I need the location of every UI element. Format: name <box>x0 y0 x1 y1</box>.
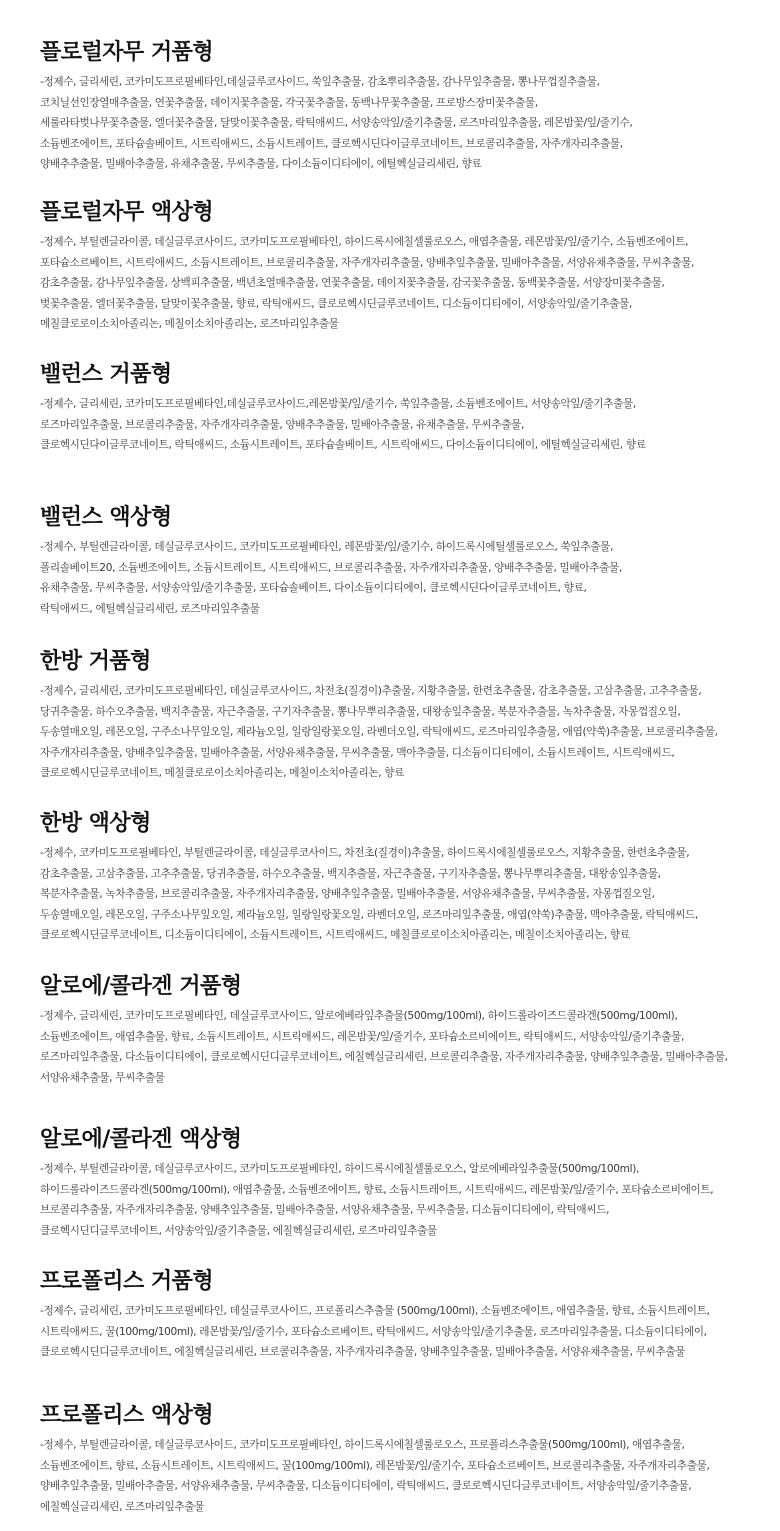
section-title: 한방 거품형 <box>40 649 151 674</box>
section-title: 알로에/콜라겐 액상형 <box>40 1127 242 1152</box>
ingredient-line: 클로로헥시딘디글루코네이트, 에칠헥실글리세린, 브로콜리추출물, 자주개자리추출물, 양배추잎추출물, 밀배아추출물, 서양유채추출물, 무씨추출물 <box>40 1346 686 1358</box>
ingredient-list <box>40 390 760 456</box>
ingredient-line: -정제수, 부틸렌글라이콜, 데실글루코사이드, 코카미도프로필베타인, 레몬밤꽃/잎/줄기수, 하이드록시에틸셀룰로오스, 쑥잎추출물, <box>40 541 613 553</box>
ingredient-line: -정제수, 글리세린, 코카미도프로필베타인, 데실글루코사이드, 프로폴리스추출물 (500mg/100ml), 소듐벤조에이트, 애엽추출물, 향료, 소듐시트레이트, <box>40 1305 710 1317</box>
section-floral-liquid <box>40 198 760 360</box>
ingredient-line: 소듐벤조에이트, 애엽추출물, 향료, 소듐시트레이트, 시트릭애씨드, 레몬밤꽃/잎/줄기수, 포타슘소르비에이트, 락틱애씨드, 서양송악잎/줄기추출물, <box>40 1030 685 1043</box>
ingredient-line: 코치닐선인장열매추출물, 연꽃추출물, 데이지꽃추출물, 각국꽃추출물, 동백나무꽃추출물, 프로방스장미꽃추출물, <box>40 96 538 109</box>
ingredient-line: 에칠헥실글리세린, 로즈마리잎추출물 <box>40 1500 205 1513</box>
section-title: 플로럴자무 액상형 <box>40 200 214 225</box>
ingredient-list <box>40 1155 760 1241</box>
ingredient-list <box>40 228 760 335</box>
ingredient-line: 로즈마리잎추출물, 다소듐이디티에이, 클로로헥시딘디글루코네이트, 에칠헥실글리세린, 브로콜리추출물, 자주개자리추출물, 양배추잎추출물, 밀배아추출물, <box>40 1051 728 1063</box>
section-title: 프로폴리스 액상형 <box>40 1403 214 1428</box>
ingredient-line: 클로헥시딘디글루코네이트, 서양송악잎/줄기추출물, 에칠헥실글리세린, 로즈마리잎추출물 <box>40 1224 437 1237</box>
ingredient-line: -정제수, 부틸렌글라이콜, 데실글루코사이드, 코카미도프로필베타인, 하이드록시에칠셀룰로오스, 애엽추출물, 레몬밤꽃/잎/줄기수, 소듐벤조에이트, <box>40 236 689 248</box>
ingredient-line: 감초추출물, 감나무잎추출물, 상백피추출물, 백년초열매추출물, 연꽃추출물, 데이지꽃추출물, 감국꽃추출물, 동백꽃추출물, 서양장미꽃추출물, <box>40 277 665 289</box>
ingredient-line: 클로로헥시딘글루코네이트, 디소듐이디티에이, 소듐시트레이트, 시트릭애씨드, 메칠클로로이소치아졸리논, 메칠이소치아졸리논, 향료 <box>40 929 630 941</box>
section-title: 플로럴자무 거품형 <box>40 40 214 65</box>
ingredient-line: 로즈마리잎추출물, 브로콜리추출물, 자주개자리추출물, 양배추추출물, 밀배아추출물, 유채추출물, 무씨추출물, <box>40 418 524 431</box>
ingredient-line: 소듐벤조에이트, 포타슘솔베이트, 시트릭애씨드, 소듐시트레이트, 클로헥시딘다이글루코네이트, 브로콜리추출물, 자주개자리추출물, <box>40 137 623 150</box>
section-propolis-foam <box>40 1267 760 1401</box>
ingredient-line: 두송열매오일, 레몬오일, 구주소나무잎오일, 제라늄오일, 일랑일랑꽃오일, 라벤더오일, 로즈마리잎추출물, 애엽(약쑥)추출물, 맥아추출물, 락틱애씨드, <box>40 908 698 921</box>
ingredient-line: -정제수, 글리세린, 코카미도프로필베타인,데실글루코사이드, 쑥잎추출물, 감초뿌리추출물, 감나무잎추출물, 뽕나무껍질추출물, <box>40 76 600 88</box>
section-balance-foam <box>40 360 760 503</box>
ingredient-list <box>40 1002 760 1088</box>
ingredient-line: 두송열매오일, 레몬오일, 구주소나무잎오일, 제라늄오일, 일랑일랑꽃오일, 라벤더오일, 락틱애씨드, 로즈마리잎추출물, 애엽(약쑥)추출물, 브로콜리추출물, <box>40 726 718 738</box>
section-title: 프로폴리스 거품형 <box>40 1269 214 1294</box>
section-balance-liquid <box>40 503 760 647</box>
ingredient-line: 브로콜리추출물, 자주개자리추출물, 양배추잎추출물, 밀배아추출물, 서양유채추출물, 무씨추출물, 디소듐이디티에이, 락틱애씨드, <box>40 1204 610 1216</box>
ingredient-line: 복분자추출물, 녹차추출물, 브로콜리추출물, 자주개자리추출물, 양배추잎추출물, 밀배아추출물, 서양유채추출물, 무씨추출물, 자몽껍질오일, <box>40 888 655 900</box>
ingredient-line: 락틱애씨드, 에틸헥실글리세린, 로즈마리잎추출물 <box>40 602 260 615</box>
section-title: 밸런스 액상형 <box>40 505 172 530</box>
ingredient-line: -정제수, 부틸렌글라이콜, 데실글루코사이드, 코카미도프로필베타인, 하이드록시에칠셀룰로오스, 알로에베라잎추출물(500mg/100ml), <box>40 1163 639 1175</box>
ingredient-line: 메칠클로로이소치아졸리논, 메칠이소치아졸리논, 로즈마리잎추출물 <box>40 318 339 330</box>
ingredient-line: 세룰라타벚나무꽃추출물, 엘더꽃추출물, 달맞이꽃추출물, 락틱애씨드, 서양송악잎/줄기추출물, 로즈마리잎추출물, 레몬밤꽃/잎/줄기수, <box>40 117 633 129</box>
section-aloe-collagen-liquid <box>40 1125 760 1267</box>
ingredient-line: 하이드롤라이즈드콜라겐(500mg/100ml), 애엽추출물, 소듐벤조에이트, 향료, 소듐시트레이트, 시트릭애씨드, 레몬밤꽃/잎/줄기수, 포타슘소르비에이트, <box>40 1183 714 1196</box>
ingredient-line: 양배추잎추출물, 밀배아추출물, 서양유채추출물, 무씨추출물, 디소듐이디티에이, 락틱애씨드, 클로로헥시딘디글루코네이트, 서양송악잎/줄기추출물, <box>40 1480 692 1492</box>
ingredient-sections <box>40 38 760 1531</box>
ingredient-line: 클로헥시딘다이글루코네이트, 락틱애씨드, 소듐시트레이트, 포타슘솔베이트, 시트릭애씨드, 다이소듐이디티에이, 에틸헥실글리세린, 향료 <box>40 439 646 451</box>
ingredient-list <box>40 68 760 175</box>
ingredient-line: 폴리솔베이트20, 소듐벤조에이트, 소듐시트레이트, 시트릭애씨드, 브로콜리추출물, 자주개자리추출물, 양배추추출물, 밀배아추출물, <box>40 561 622 574</box>
section-aloe-collagen-foam <box>40 972 760 1125</box>
ingredient-line: 당귀추출물, 하수오추출물, 백지추출물, 자근추출물, 구기자추출물, 뽕나무뿌리추출물, 대왕송잎추출물, 복분자추출물, 녹차추출물, 자몽껍질오일, <box>40 705 681 718</box>
ingredient-line: 클로로헥시딘글루코네이트, 메칠클로로이소치아졸리논, 메칠이소치아졸리논, 향료 <box>40 767 405 779</box>
ingredient-line: 소듐벤조에이트, 향료, 소듐시트레이트, 시트릭애씨드, 꿀(100mg/100ml), 레몬밤꽃/잎/줄기수, 포타슘소르베이트, 브로콜리추출물, 자주개자리추출물, <box>40 1459 710 1472</box>
ingredient-line: -정제수, 코카미도프로필베타인, 부틸렌글라이콜, 데실글루코사이드, 차전초(질경이)추출물, 하이드록시에칠셀룰로오스, 지황추출물, 한련초추출물, <box>40 847 690 859</box>
section-title: 밸런스 거품형 <box>40 362 172 387</box>
section-herbal-liquid <box>40 809 760 972</box>
section-floral-foam <box>40 38 760 198</box>
ingredient-list <box>40 839 760 946</box>
ingredient-list <box>40 1297 760 1363</box>
section-title: 알로에/콜라겐 거품형 <box>40 974 242 999</box>
section-title: 한방 액상형 <box>40 811 151 836</box>
ingredient-line: 감초추출물, 고삼추출물, 고추추출물, 당귀추출물, 하수오추출물, 백지추출물, 자근추출물, 구기자추출물, 뽕나무뿌리추출물, 대왕송잎추출물, <box>40 867 661 880</box>
ingredient-list <box>40 533 760 619</box>
ingredient-line: -정제수, 부틸렌글라이콜, 데실글루코사이드, 코카미도프로필베타인, 하이드록시에칠셀룰로오스, 프로폴리스추출물(500mg/100ml), 애엽추출물, <box>40 1439 685 1451</box>
ingredient-line: 시트릭애씨드, 꿀(100mg/100ml), 레몬밤꽃/잎/줄기수, 포타슘소르베이트, 락틱애씨드, 서양송악잎/줄기추출물, 로즈마리잎추출물, 디소듐이디티에이, <box>40 1325 707 1338</box>
section-herbal-foam <box>40 647 760 809</box>
ingredient-line: 포타슘소르베이트, 시트릭애씨드, 소듐시트레이트, 브로콜리추출물, 자주개자리추출물, 양배추잎추출물, 밀배아추출물, 서양유채추출물, 무씨추출물, <box>40 256 695 269</box>
ingredient-line: 벚꽃추출물, 엘더꽃추출물, 달맞이꽃추출물, 향료, 락틱애씨드, 클로로헥시딘글루코네이트, 디소듐이디티에이, 서양송악잎/줄기추출물, <box>40 297 633 310</box>
ingredient-line: -정제수, 글리세린, 코카미도프로필베타인,데실글루코사이드,레몬밤꽃/잎/줄기수, 쑥잎추출물, 소듐벤조에이트, 서양송악잎/줄기추출물, <box>40 398 636 410</box>
ingredient-list <box>40 677 760 784</box>
section-propolis-liquid <box>40 1401 760 1531</box>
ingredient-line: -정제수, 글리세린, 코카미도프로필베타인, 데실글루코사이드, 차전초(질경이)추출물, 지황추출물, 한련초추출물, 감초추출물, 고삼추출물, 고추추출물, <box>40 685 702 697</box>
ingredient-line: -정제수, 글리세린, 코카미도프로필베타인, 데실글루코사이드, 알로에베라잎추출물(500mg/100ml), 하이드롤라이즈드콜라겐(500mg/100ml), <box>40 1010 678 1022</box>
ingredient-line: 양배추추출물, 밀배아추출물, 유채추출물, 무씨추출물, 다이소듐이디티에이, 에틸헥실글리세린, 향료 <box>40 158 482 170</box>
ingredient-list <box>40 1431 760 1517</box>
ingredient-line: 서양유채추출물, 무씨추출물 <box>40 1071 165 1084</box>
ingredient-line: 유채추출물, 무씨추출물, 서양송악잎/줄기추출물, 포타슘솔베이트, 다이소듐이디티에이, 클로헥시딘다이글루코네이트, 향료, <box>40 582 587 594</box>
ingredient-line: 자주개자리추출물, 양배추잎추출물, 밀배아추출물, 서양유채추출물, 무씨추출물, 맥아추출물, 디소듐이디티에이, 소듐시트레이트, 시트릭애씨드, <box>40 746 675 759</box>
